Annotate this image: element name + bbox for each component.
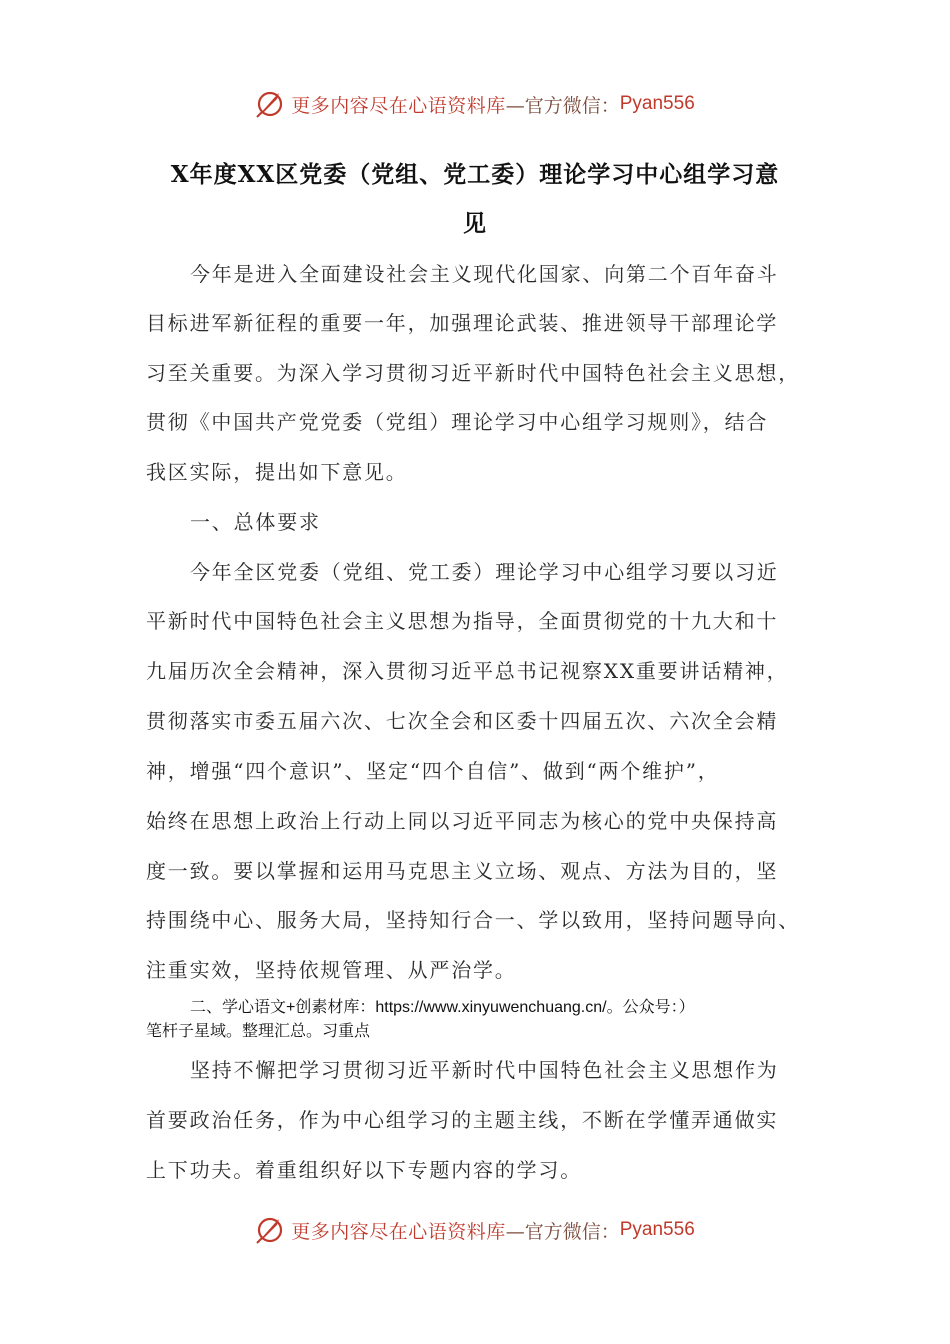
paragraph-line: 注重实效，坚持依规管理、从严治学。 <box>146 958 517 982</box>
paragraph-line: 持围绕中心、服务大局，坚持知行合一、学以致用，坚持问题导向、 <box>146 908 800 932</box>
paragraph-line: 贯彻《中国共产党党委（党组）理论学习中心组学习规则》，结合 <box>146 410 769 434</box>
banner-brand: 更多内容尽在心语资料库 <box>291 1220 506 1243</box>
paragraph-line: 我区实际，提出如下意见。 <box>146 460 408 484</box>
banner-contact-label: —官方微信： <box>505 1220 620 1243</box>
paragraph-line: 始终在思想上政治上行动上同以习近平同志为核心的党中央保持高 <box>146 809 779 833</box>
paragraph-line: 首要政治任务，作为中心组学习的主题主线，不断在学懂弄通做实 <box>146 1108 779 1132</box>
banner-brand: 更多内容尽在心语资料库 <box>291 94 506 117</box>
paragraph-line: 贯彻落实市委五届六次、七次全会和区委十四届五次、六次全会精 <box>146 709 779 733</box>
paragraph-line: 习至关重要。为深入学习贯彻习近平新时代中国特色社会主义思想， <box>146 361 800 385</box>
header-banner <box>0 84 950 124</box>
paragraph-line: 九届历次全会精神，深入贯彻习近平总书记视察XX重要讲话精神， <box>146 659 789 683</box>
paragraph-line: 度一致。要以掌握和运用马克思主义立场、观点、方法为目的，坚 <box>146 859 779 883</box>
document-title-line-1: X年度XX区党委（党组、党工委）理论学习中心组学习意 <box>170 161 780 188</box>
paragraph-line: 神，增强“四个意识”、坚定“四个自信”、做到“两个维护”， <box>146 759 720 783</box>
banner-wechat-handle: Pyan556 <box>619 1219 695 1240</box>
banner-contact-label: —官方微信： <box>505 94 620 117</box>
document-title-line-2: 见 <box>463 210 487 237</box>
quill-pen-logo-icon <box>255 1215 285 1245</box>
paragraph-line: 平新时代中国特色社会主义思想为指导，全面贯彻党的十九大和十 <box>146 609 779 633</box>
footer-banner <box>0 1210 950 1250</box>
section-heading-key-points-note: 二、学心语文+创素材库：https://www.xinyuwenchuang.cn/。公众号：） <box>190 999 695 1016</box>
paragraph-line: 今年全区党委（党组、党工委）理论学习中心组学习要以习近 <box>190 560 779 584</box>
section-heading-key-points-note-cont: 笔杆子星域。整理汇总。习重点 <box>146 1023 371 1040</box>
paragraph-line: 目标进军新征程的重要一年，加强理论武装、推进领导干部理论学 <box>146 311 779 335</box>
banner-wechat-handle: Pyan556 <box>619 93 695 114</box>
paragraph-line: 坚持不懈把学习贯彻习近平新时代中国特色社会主义思想作为 <box>190 1058 779 1082</box>
quill-pen-logo-icon <box>255 89 285 119</box>
section-heading-general-requirements: 一、总体要求 <box>190 510 321 534</box>
paragraph-line: 今年是进入全面建设社会主义现代化国家、向第二个百年奋斗 <box>190 262 779 286</box>
paragraph-line: 上下功夫。着重组织好以下专题内容的学习。 <box>146 1158 582 1182</box>
